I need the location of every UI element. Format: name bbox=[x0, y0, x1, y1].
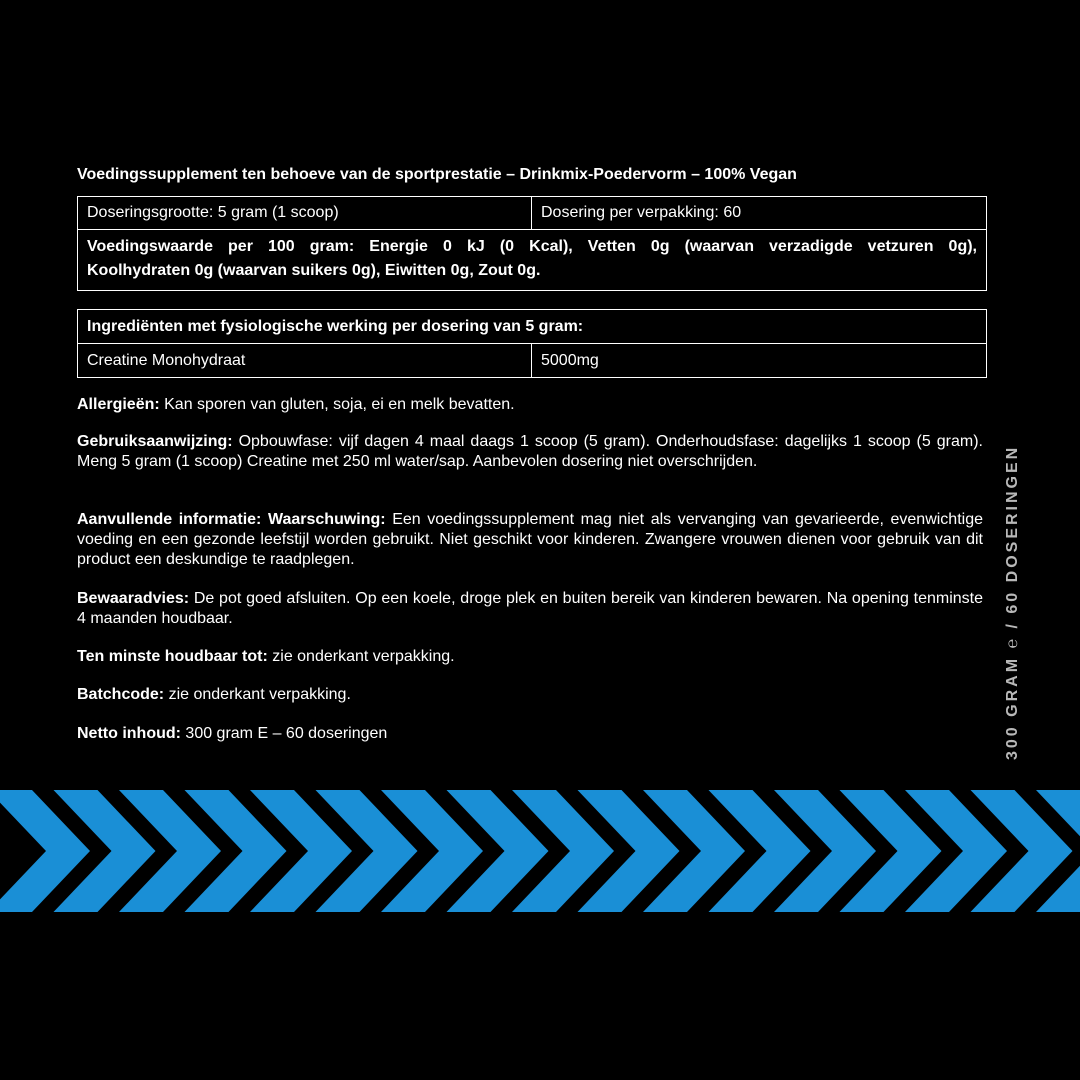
best-before-section bbox=[77, 647, 983, 667]
dosage-table bbox=[77, 196, 987, 291]
ingredient-row bbox=[78, 343, 986, 377]
extra-info-text: Een voedingssupplement mag niet als vervanging van gevarieerde, evenwichtige voeding en een gezonde leefstijl worden gebruikt. Niet geschikt voor kinderen. Zwangere vrouwen dienen voor gebruik van dit product een deskundige te raadplegen. bbox=[77, 511, 983, 568]
ingredient-name: Creatine Monohydraat bbox=[78, 344, 532, 377]
batch-section bbox=[77, 685, 983, 705]
extra-info-label: Aanvullende informatie: Waarschuwing: bbox=[77, 511, 386, 528]
nutrition-line-2: Koolhydraten 0g (waarvan suikers 0g), Eiwitten 0g, Zout 0g. bbox=[87, 262, 541, 279]
chevron-stripe bbox=[0, 790, 1080, 912]
dosage-row bbox=[78, 197, 986, 229]
side-content-label: 300 GRAM ℮ / 60 DOSERINGEN bbox=[1004, 444, 1021, 760]
allergens-label: Allergieën: bbox=[77, 396, 160, 413]
net-content-text: 300 gram E – 60 doseringen bbox=[180, 725, 388, 742]
storage-text: De pot goed afsluiten. Op een koele, droge plek en buiten bereik van kinderen bewaren. Na opening tenminste 4 maanden houdbaar. bbox=[77, 590, 983, 627]
dose-per-pack-cell: Dosering per verpakking: 60 bbox=[541, 204, 742, 221]
batch-label: Batchcode: bbox=[77, 686, 165, 703]
usage-text: Opbouwfase: vijf dagen 4 maal daags 1 scoop (5 gram). Onderhoudsfase: dagelijks 1 scoop (5 gram). Meng 5 gram (1 scoop) Creatine met 250 ml water/sap. Aanbevolen dosering niet overschrijden. bbox=[77, 433, 983, 470]
dose-size-cell: Doseringsgrootte: 5 gram (1 scoop) bbox=[78, 197, 532, 229]
usage-label: Gebruiksaanwijzing: bbox=[77, 433, 233, 450]
storage-section bbox=[77, 589, 983, 629]
net-content-section bbox=[77, 724, 983, 744]
usage-section bbox=[77, 432, 983, 472]
ingredient-amount: 5000mg bbox=[541, 352, 599, 369]
allergens-text: Kan sporen van gluten, soja, ei en melk bevatten. bbox=[159, 396, 515, 413]
storage-label: Bewaaradvies: bbox=[77, 590, 190, 607]
nutrition-line-1: Voedingswaarde per 100 gram: Energie 0 kJ (0 Kcal), Vetten 0g (waarvan verzadigde vetzuren 0g), bbox=[87, 238, 977, 255]
ingredients-table bbox=[77, 309, 987, 378]
batch-text: zie onderkant verpakking. bbox=[164, 686, 351, 703]
nutrition-cell bbox=[78, 230, 986, 290]
product-heading: Voedingssupplement ten behoeve van de sportprestatie – Drinkmix-Poedervorm – 100% Vegan bbox=[77, 166, 797, 183]
allergens-section bbox=[77, 395, 983, 415]
ingredients-header-row bbox=[78, 310, 986, 343]
nutrition-row bbox=[78, 229, 986, 290]
net-content-label: Netto inhoud: bbox=[77, 725, 181, 742]
ingredients-header: Ingrediënten met fysiologische werking per dosering van 5 gram: bbox=[87, 318, 584, 335]
best-before-text: zie onderkant verpakking. bbox=[267, 648, 455, 665]
extra-info-section bbox=[77, 510, 983, 570]
best-before-label: Ten minste houdbaar tot: bbox=[77, 648, 268, 665]
